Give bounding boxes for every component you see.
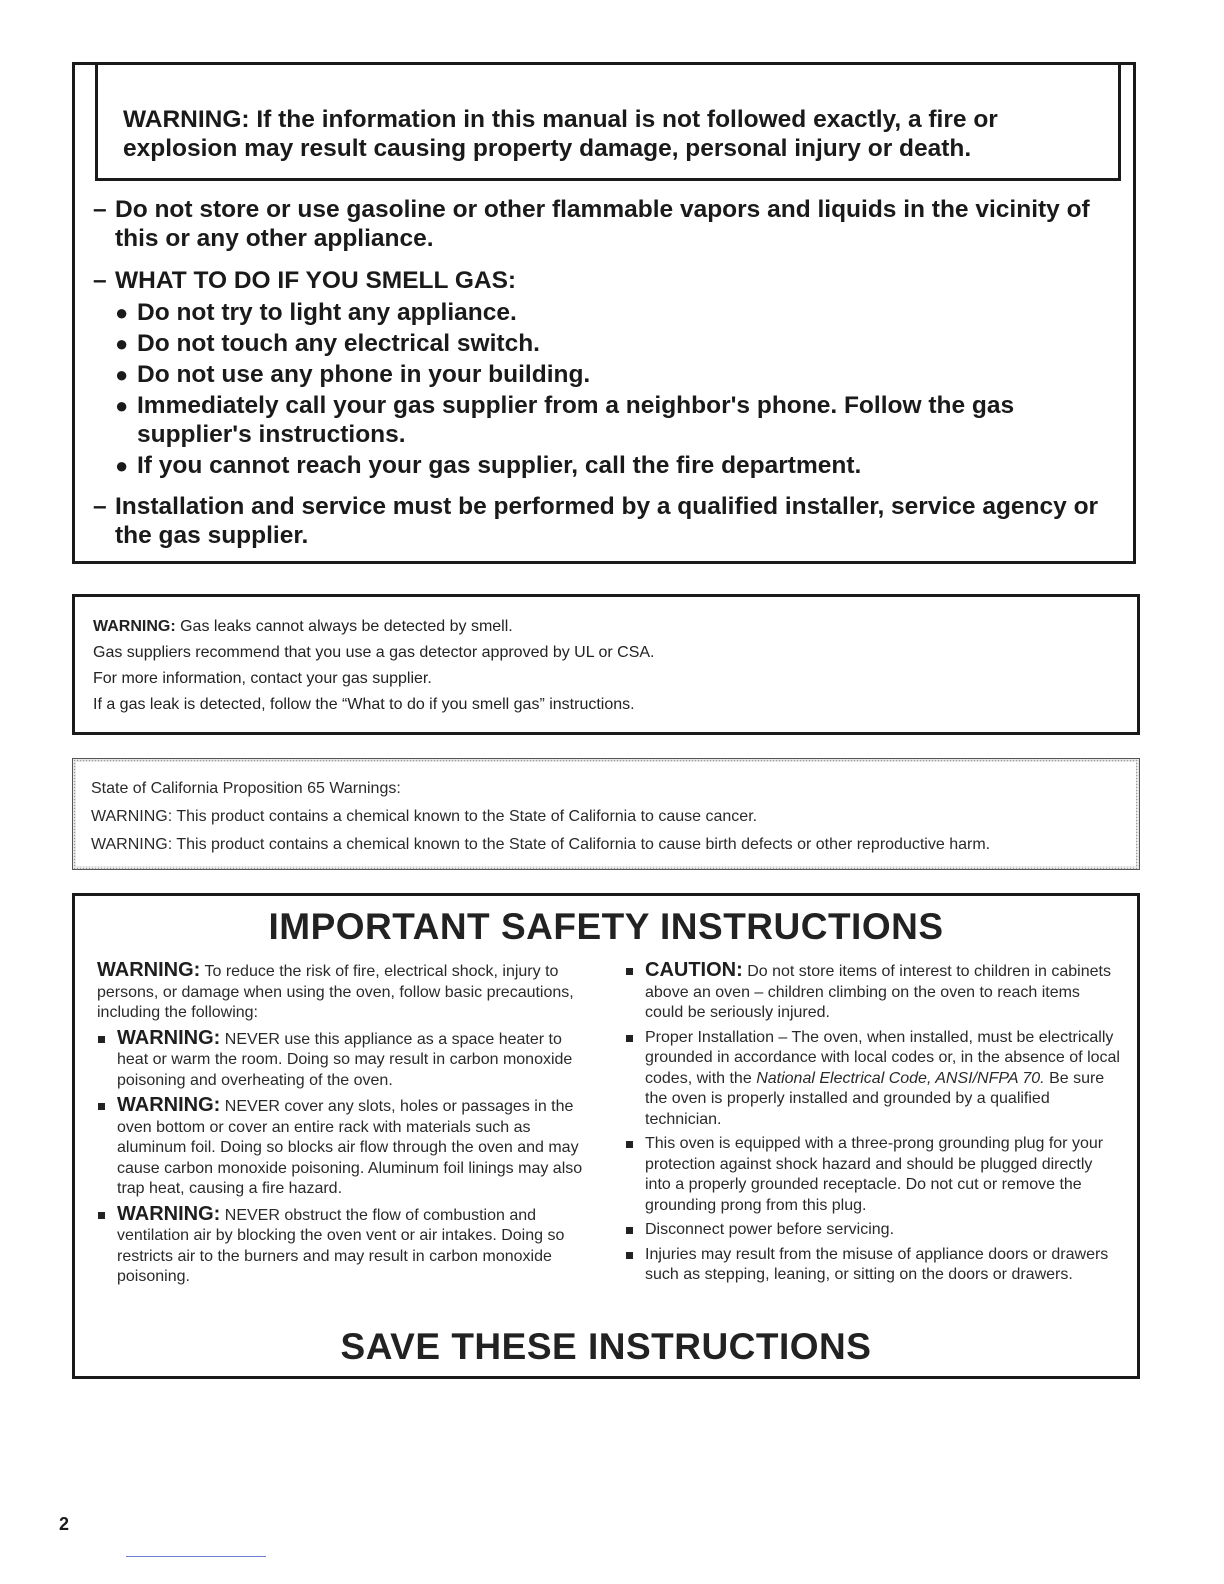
- list-item: [625, 1220, 1120, 1241]
- prop65-line: WARNING: This product contains a chemical known to the State of California to cause birth defects or other reproductive harm.: [91, 836, 991, 853]
- bullet-icon: ●: [115, 453, 129, 478]
- warning-label: WARNING:: [117, 1094, 221, 1116]
- step-text: Immediately call your gas supplier from a neighbor's phone. Follow the gas supplier's instructions.: [137, 392, 1015, 448]
- list-item: [625, 1245, 1120, 1286]
- leak-text: Gas leaks cannot always be detected by smell.: [180, 618, 513, 635]
- leak-warning-line: [93, 614, 1137, 640]
- item-text: NEVER use this appliance as a space heater to heat or warm the room. Doing so may result in carbon monoxide poisoning and overheating of the oven.: [117, 1030, 573, 1089]
- warning-label: WARNING:: [117, 1026, 221, 1049]
- item-text: Proper Installation – The oven, when installed, must be electrically grounded in accordance with local codes or, in the absence of local codes, with the: [645, 1028, 1120, 1087]
- step-text: If you cannot reach your gas supplier, call the fire department.: [137, 452, 862, 479]
- right-column: [625, 960, 1120, 1290]
- gas-item-text: WHAT TO DO IF YOU SMELL GAS:: [115, 267, 517, 294]
- item-text: NEVER cover any slots, holes or passages in the oven bottom or cover an entire rack with materials such as aluminum foil. Doing so blocks air flow through the oven and may cause carbon monoxide poisoning. Aluminum foil linings may also trap heat, causing a fire hazard.: [117, 1098, 583, 1197]
- prop65-line: WARNING: This product contains a chemical known to the State of California to cause cancer.: [91, 808, 758, 825]
- dash-marker: –: [93, 196, 107, 223]
- square-bullet-icon: [626, 1035, 633, 1042]
- item-text: Do not store items of interest to children in cabinets above an oven – children climbing on the oven to reach items could be seriously injured.: [645, 963, 1111, 1021]
- leak-warning-box: [72, 594, 1140, 735]
- bullet-icon: ●: [115, 331, 129, 356]
- list-item: [115, 329, 1115, 358]
- warning-label: WARNING:: [117, 1202, 221, 1225]
- item-text: Be sure the oven is properly installed and grounded by a qualified technician.: [645, 1069, 1105, 1128]
- safety-instructions-box: [72, 893, 1140, 1379]
- list-item: [97, 1204, 587, 1288]
- item-text: This oven is equipped with a three-prong grounding plug for your protection against shock hazard and should be plugged directly into a properly grounded receptacle. Do not cut or remove the grounding prong from this plug.: [645, 1135, 1104, 1214]
- intro-text: To reduce the risk of fire, electrical shock, injury to persons, or damage when using the oven, follow basic precautions, including the following:: [97, 963, 574, 1021]
- prop65-content: [76, 762, 1136, 866]
- item-text: Injuries may result from the misuse of appliance doors or drawers such as stepping, leaning, or sitting on the doors or drawers.: [645, 1245, 1109, 1283]
- list-item: [625, 1134, 1120, 1216]
- step-text: Do not touch any electrical switch.: [137, 330, 540, 357]
- step-text: Do not use any phone in your building.: [137, 361, 591, 388]
- bullet-icon: ●: [115, 362, 129, 387]
- bullet-icon: ●: [115, 393, 129, 418]
- list-item: [93, 492, 1115, 550]
- leak-warning-line: For more information, contact your gas supplier.: [93, 670, 432, 687]
- caution-label: CAUTION:: [645, 959, 743, 981]
- list-item: [115, 360, 1115, 389]
- square-bullet-icon: [98, 1212, 105, 1219]
- footer-divider: [126, 1556, 266, 1557]
- item-text: Disconnect power before servicing.: [645, 1221, 895, 1238]
- list-item: [625, 1028, 1120, 1131]
- list-item: [115, 298, 1115, 327]
- page-number: 2: [59, 1514, 70, 1534]
- dash-marker: –: [93, 493, 107, 520]
- save-instructions-title: SAVE THESE INSTRUCTIONS: [340, 1326, 872, 1367]
- leak-warning-line: If a gas leak is detected, follow the “What to do if you smell gas” instructions.: [93, 696, 635, 713]
- gas-item-text: Do not store or use gasoline or other flammable vapors and liquids in the vicinity of this or any other appliance.: [115, 196, 1090, 252]
- gas-warning-list: [93, 195, 1115, 550]
- square-bullet-icon: [98, 1036, 105, 1043]
- list-item: [97, 1028, 587, 1092]
- warning-label: WARNING:: [97, 959, 201, 981]
- gas-warning-box: [72, 62, 1136, 564]
- gas-warning-headline: WARNING: If the information in this manual is not followed exactly, a fire or explosion may result causing property damage, personal injury or death.: [95, 65, 1121, 181]
- list-item: [115, 391, 1115, 449]
- prop65-line: State of California Proposition 65 Warnings:: [91, 780, 401, 797]
- list-item: [97, 1095, 587, 1200]
- intro-paragraph: [97, 960, 587, 1024]
- square-bullet-icon: [626, 1141, 633, 1148]
- list-item: [93, 195, 1115, 253]
- step-text: Do not try to light any appliance.: [137, 299, 517, 326]
- dash-marker: –: [93, 267, 107, 294]
- list-item: [625, 960, 1120, 1024]
- section-title: IMPORTANT SAFETY INSTRUCTIONS: [268, 906, 944, 947]
- item-text: NEVER obstruct the flow of combustion and ventilation air by blocking the oven vent or air intakes. Doing so restricts air to the burners and may result in carbon monoxide poisoning.: [117, 1206, 565, 1285]
- smell-gas-steps: [115, 298, 1115, 480]
- code-reference: National Electrical Code, ANSI/NFPA 70.: [756, 1069, 1045, 1087]
- gas-item-text: Installation and service must be performed by a qualified installer, service agency or the gas supplier.: [115, 493, 1099, 549]
- warning-label: WARNING:: [93, 618, 176, 635]
- square-bullet-icon: [626, 968, 633, 975]
- square-bullet-icon: [98, 1103, 105, 1110]
- list-item: [115, 451, 1115, 480]
- list-item: [93, 266, 1115, 480]
- square-bullet-icon: [626, 1227, 633, 1234]
- left-column: [97, 960, 587, 1292]
- square-bullet-icon: [626, 1252, 633, 1259]
- leak-warning-line: Gas suppliers recommend that you use a gas detector approved by UL or CSA.: [93, 644, 655, 661]
- prop65-box: [72, 758, 1140, 870]
- bullet-icon: ●: [115, 300, 129, 325]
